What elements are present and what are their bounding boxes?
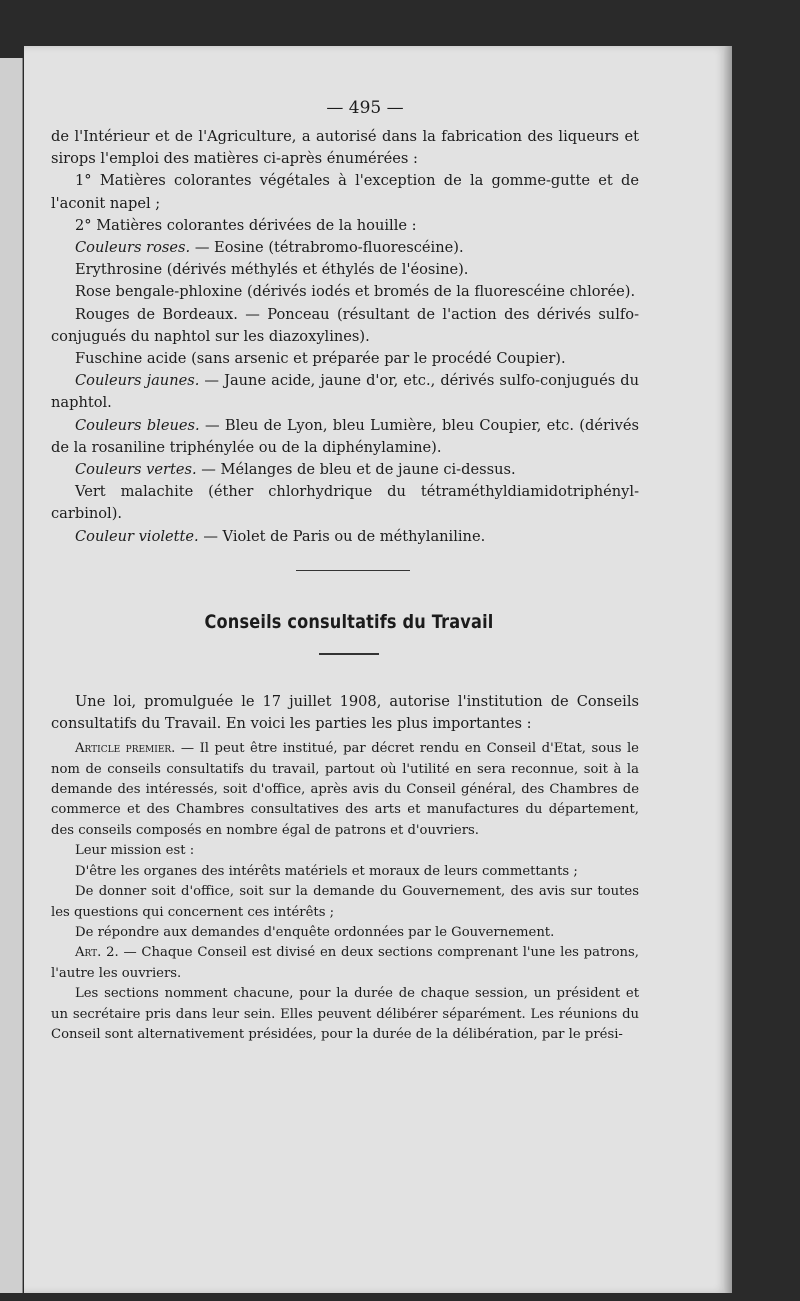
item-term: Couleurs jaunes. — [75, 372, 200, 390]
mission-line: De donner soit d'office, soit sur la demande du Gouvernement, des avis sur toutes les questions qui concernent ces intérêts ; — [51, 884, 639, 920]
intro-paragraph: Une loi, promulguée le 17 juillet 1908, autorise l'institution de Conseils consultatifs du Travail. En voici les parties les plus importantes : — [51, 692, 639, 733]
article-text: — Il peut être institué, par décret rendu en Conseil d'Etat, sous le nom de conseils consultatifs du travail, partout où l'utilité en sera reconnue, soit à la demande des intéressés, soit d'office, après avis du Conseil général, des Chambres de commerce et des Chambres consultatives des arts et manufactures du département, des conseils composés en nombre égal de patrons et d'ouvriers. — [51, 741, 639, 838]
list-item — [51, 370, 639, 414]
item-term: Couleurs roses. — [75, 239, 191, 257]
item-term: Couleurs vertes. — [75, 461, 197, 479]
item-text: — Jaune acide, jaune d'or, etc., dérivés sulfo-conjugués du naphtol. — [51, 372, 639, 412]
item-text: — Bleu de Lyon, bleu Lumière, bleu Coupier, etc. (dérivés de la rosaniline triphénylée ou de la diphénylamine). — [51, 416, 639, 456]
list-item — [51, 237, 639, 259]
page-content — [51, 98, 639, 1045]
item-text: — Violet de Paris ou de méthylaniline. — [198, 527, 486, 545]
item-term: Couleurs bleues. — [75, 416, 200, 434]
section-heading: Conseils consultatifs du Travail — [204, 610, 494, 633]
heading-underline — [319, 653, 379, 655]
list-item — [51, 459, 639, 481]
item-text: Vert malachite (éther chlorhydrique du tétraméthyldiamidotriphényl-carbinol). — [51, 483, 639, 523]
item-text: Rose bengale-phloxine (dérivés iodés et bromés de la fluorescéine chlorée). — [75, 283, 636, 301]
article-label: Article premier. — [75, 741, 176, 757]
article-text: — Chaque Conseil est divisé en deux sections comprenant l'une les patrons, l'autre les ouvriers. — [51, 945, 639, 981]
item-text: Rouges de Bordeaux. — Ponceau (résultant de l'action des dérivés sulfo-conjugués du naphtol sur les diazoxylines). — [51, 305, 639, 345]
section-divider — [296, 570, 410, 571]
list-item — [51, 526, 639, 548]
paragraph: 1° Matières colorantes végétales à l'exception de la gomme-gutte et de l'aconit napel ; — [51, 172, 639, 212]
paragraph: Les sections nomment chacune, pour la durée de chaque session, un président et un secrétaire pris dans leur sein. Elles peuvent délibérer séparément. Les réunions du Conseil sont alternativement présidées, pour la durée de la délibération, par le prési- — [51, 986, 639, 1042]
page-number: — 495 — — [326, 98, 404, 118]
item-text: — Mélanges de bleu et de jaune ci-dessus. — [196, 461, 516, 479]
list-item — [51, 415, 639, 459]
item-text: — Eosine (tétrabromo-fluorescéine). — [190, 239, 464, 257]
paragraph: 2° Matières colorantes dérivées de la houille : — [75, 216, 417, 234]
item-text: Fuschine acide (sans arsenic et préparée par le procédé Coupier). — [75, 350, 566, 368]
article-paragraph — [51, 943, 639, 984]
item-term: Couleur violette. — [75, 527, 199, 545]
list-item — [51, 481, 639, 525]
article-paragraph — [51, 739, 639, 841]
law-text — [51, 739, 639, 1045]
page-edge-shadow — [724, 46, 732, 1293]
list-item — [51, 304, 639, 348]
mission-line: Leur mission est : — [75, 843, 195, 859]
list-item — [51, 348, 639, 370]
facing-page-edge — [0, 58, 23, 1293]
paragraph: de l'Intérieur et de l'Agriculture, a autorisé dans la fabrication des liqueurs et sirops l'emploi des matières ci-après énumérées : — [51, 128, 639, 168]
mission-line: D'être les organes des intérêts matériels et moraux de leurs commettants ; — [75, 863, 578, 879]
list-item — [51, 281, 639, 303]
mission-line: De répondre aux demandes d'enquête ordonnées par le Gouvernement. — [75, 924, 555, 940]
item-text: Erythrosine (dérivés méthylés et éthylés de l'éosine). — [75, 261, 469, 279]
article-label: Art. 2. — [75, 945, 119, 961]
list-item — [51, 259, 639, 281]
